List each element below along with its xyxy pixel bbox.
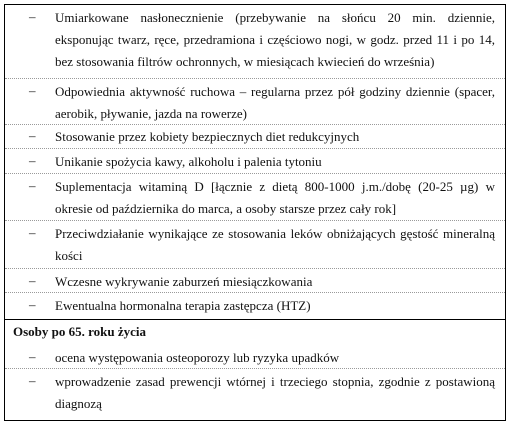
section-heading: Osoby po 65. roku życia (13, 324, 147, 339)
list-item-text: Stosowanie przez kobiety bezpiecznych diet redukcyjnych (55, 129, 360, 144)
row-divider (5, 292, 505, 293)
list-item-text: Odpowiednia aktywność ruchowa – regularna przez pół godziny dziennie (spacer, aerobik, pływanie, jazda na rowerze) (55, 84, 495, 121)
bullet-dash: – (29, 273, 36, 288)
bullet-dash: – (29, 178, 36, 193)
general-prevention-section (5, 5, 505, 319)
list-item-text: Umiarkowane nasłonecznienie (przebywanie na słońcu 20 min. dziennie, eksponując twarz, ręce, przedramiona i częściowo nogi, w godz. przed 11 i po 14, bez stosowania filtrów ochronnych, w miesiącach kwiecień do września) (55, 10, 495, 69)
list-item-text: Wczesne wykrywanie zaburzeń miesiączkowania (55, 274, 313, 289)
bullet-dash: – (29, 83, 36, 98)
list-item-text: wprowadzenie zasad prewencji wtórnej i trzeciego stopnia, zgodnie z postawioną diagnozą (55, 374, 495, 411)
seniors-section (5, 321, 505, 420)
section-divider (5, 319, 505, 320)
row-divider (5, 148, 505, 149)
row-divider (5, 220, 505, 221)
list-item-text: Suplementacja witaminą D [łącznie z dietą 800-1000 j.m./dobę (20-25 µg) w okresie od października do marca, a osoby starsze przez cały rok] (55, 179, 495, 216)
bullet-dash: – (29, 225, 36, 240)
bullet-dash: – (29, 349, 36, 364)
list-item-text: Przeciwdziałanie wynikające ze stosowania leków obniżających gęstość mineralną kości (55, 226, 495, 263)
bullet-dash: – (29, 153, 36, 168)
row-divider (5, 173, 505, 174)
row-divider (5, 268, 505, 269)
bullet-dash: – (29, 373, 36, 388)
bullet-dash: – (29, 9, 36, 24)
row-divider (5, 124, 505, 125)
recommendations-table (4, 4, 506, 421)
row-divider (5, 78, 505, 79)
bullet-dash: – (29, 297, 36, 312)
row-divider (5, 368, 505, 369)
bullet-dash: – (29, 128, 36, 143)
list-item-text: Ewentualna hormonalna terapia zastępcza (HTZ) (55, 298, 311, 313)
list-item-text: ocena występowania osteoporozy lub ryzyka upadków (55, 350, 340, 365)
list-item-text: Unikanie spożycia kawy, alkoholu i palenia tytoniu (55, 154, 322, 169)
